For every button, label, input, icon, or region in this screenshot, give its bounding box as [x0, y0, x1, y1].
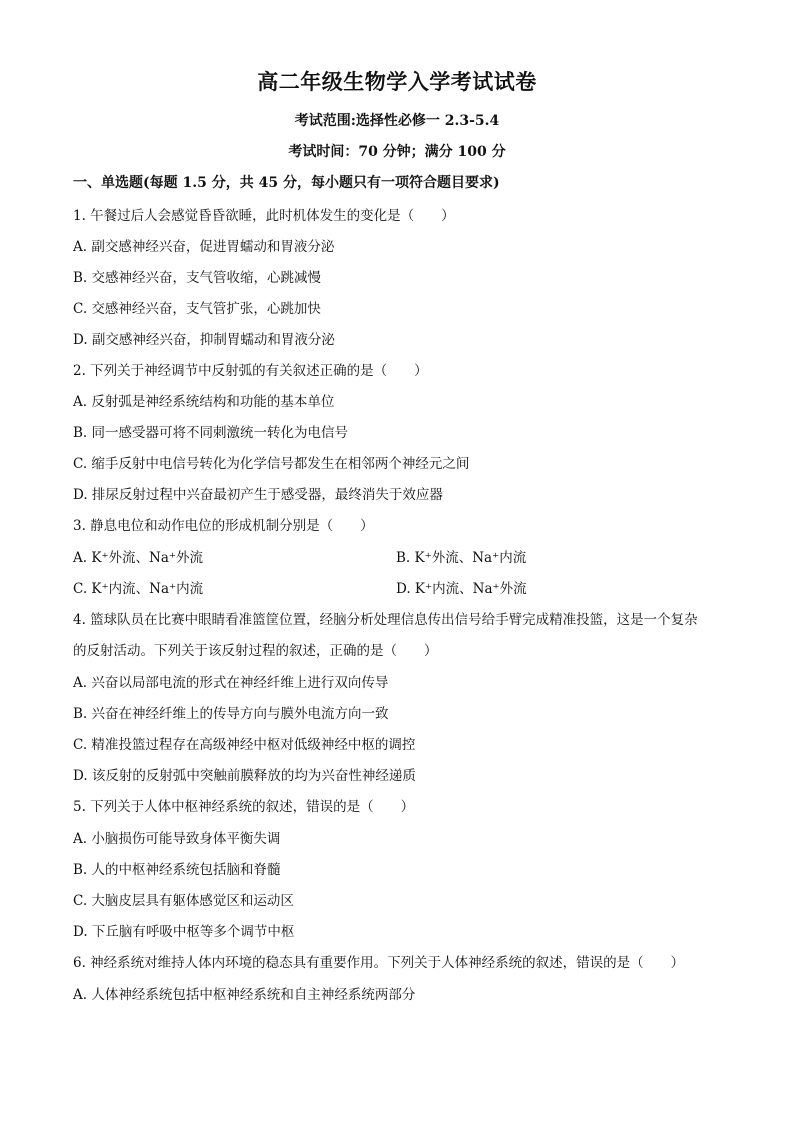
exam-scope: 考试范围:选择性必修一 2.3-5.4	[294, 113, 500, 129]
question-1-option-a: A. 副交感神经兴奋，促进胃蠕动和胃液分泌	[73, 239, 335, 255]
question-1-option-c: C. 交感神经兴奋，支气管扩张，心跳加快	[73, 301, 321, 317]
question-3-option-b: B. K⁺外流、Na⁺内流	[396, 550, 527, 566]
question-1-option-d: D. 副交感神经兴奋，抑制胃蠕动和胃液分泌	[73, 332, 335, 348]
question-5-option-c: C. 大脑皮层具有躯体感觉区和运动区	[73, 893, 294, 909]
question-2-stem: 2. 下列关于神经调节中反射弧的有关叙述正确的是（ ）	[73, 363, 428, 379]
question-5-stem: 5. 下列关于人体中枢神经系统的叙述，错误的是（ ）	[73, 799, 415, 815]
question-2-option-a: A. 反射弧是神经系统结构和功能的基本单位	[73, 394, 335, 410]
question-2-option-b: B. 同一感受器可将不同刺激统一转化为电信号	[73, 425, 349, 441]
question-5-option-d: D. 下丘脑有呼吸中枢等多个调节中枢	[73, 924, 295, 940]
question-3-option-d: D. K⁺内流、Na⁺外流	[396, 581, 527, 597]
question-6-stem: 6. 神经系统对维持人体内环境的稳态具有重要作用。下列关于人体神经系统的叙述，错误的是（ ）	[73, 955, 685, 971]
section-heading: 一、单选题(每题 1.5 分，共 45 分，每小题只有一项符合题目要求)	[73, 175, 500, 191]
question-1-stem: 1. 午餐过后人会感觉昏昏欲睡，此时机体发生的变化是（ ）	[73, 208, 455, 224]
exam-time: 考试时间：70 分钟；满分 100 分	[288, 144, 506, 160]
question-3-option-a: A. K⁺外流、Na⁺外流	[73, 550, 204, 566]
question-4-option-c: C. 精准投篮过程存在高级神经中枢对低级神经中枢的调控	[73, 737, 416, 753]
question-4-option-d: D. 该反射的反射弧中突触前膜释放的均为兴奋性神经递质	[73, 768, 416, 784]
exam-title: 高二年级生物学入学考试试卷	[257, 69, 537, 94]
question-1-option-b: B. 交感神经兴奋，支气管收缩，心跳减慢	[73, 270, 322, 286]
question-6-option-a: A. 人体神经系统包括中枢神经系统和自主神经系统两部分	[73, 987, 416, 1003]
question-4-stem-line-1: 4. 篮球队员在比赛中眼睛看准篮筐位置，经脑分析处理信息传出信号给手臂完成精准投篮，这是一个复杂	[73, 612, 698, 628]
question-2-option-c: C. 缩手反射中电信号转化为化学信号都发生在相邻两个神经元之间	[73, 456, 470, 472]
question-2-option-d: D. 排尿反射过程中兴奋最初产生于感受器，最终消失于效应器	[73, 487, 443, 503]
question-3-stem: 3. 静息电位和动作电位的形成机制分别是（ ）	[73, 518, 374, 534]
question-4-option-b: B. 兴奋在神经纤维上的传导方向与膜外电流方向一致	[73, 706, 389, 722]
question-5-option-a: A. 小脑损伤可能导致身体平衡失调	[73, 831, 281, 847]
question-3-option-c: C. K⁺内流、Na⁺内流	[73, 581, 204, 597]
question-4-option-a: A. 兴奋以局部电流的形式在神经纤维上进行双向传导	[73, 675, 389, 691]
question-4-stem-line-2: 的反射活动。下列关于该反射过程的叙述，正确的是（ ）	[73, 643, 438, 659]
question-5-option-b: B. 人的中枢神经系统包括脑和脊髓	[73, 862, 281, 878]
